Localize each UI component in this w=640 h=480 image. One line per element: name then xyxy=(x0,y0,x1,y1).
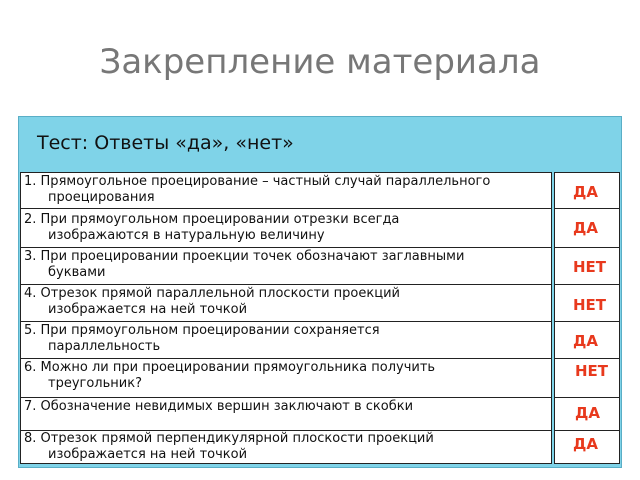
answer-label: НЕТ xyxy=(573,296,607,314)
question-row xyxy=(21,173,551,209)
question-text: 5. При прямоугольном проецировании сохраняется xyxy=(24,323,380,338)
answer-cell xyxy=(555,398,619,431)
question-text-continued: треугольник? xyxy=(48,376,142,391)
answer-cell xyxy=(555,173,619,209)
answers-column xyxy=(554,172,620,464)
question-text-continued: проецирования xyxy=(48,190,155,205)
question-row xyxy=(21,431,551,463)
answer-cell xyxy=(555,431,619,463)
question-text-continued: изображаются в натуральную величину xyxy=(48,228,325,243)
question-text: 7. Обозначение невидимых вершин заключают в скобки xyxy=(24,399,414,414)
answer-cell xyxy=(555,285,619,322)
question-row xyxy=(21,248,551,285)
question-row xyxy=(21,209,551,248)
question-text: 3. При проецировании проекции точек обозначают заглавными xyxy=(24,249,465,264)
answer-label: НЕТ xyxy=(573,258,607,276)
question-row xyxy=(21,322,551,359)
question-text: 4. Отрезок прямой параллельной плоскости проекций xyxy=(24,286,400,301)
question-row xyxy=(21,359,551,398)
answer-cell xyxy=(555,359,619,398)
questions-table xyxy=(20,172,552,464)
answer-label: ДА xyxy=(573,435,598,453)
slide-title: Закрепление материала xyxy=(99,42,541,82)
question-text-continued: буквами xyxy=(48,265,106,280)
question-row xyxy=(21,398,551,431)
answer-label: ДА xyxy=(573,219,598,237)
question-text: 8. Отрезок прямой перпендикулярной плоскости проекций xyxy=(24,431,434,446)
question-text-continued: параллельность xyxy=(48,339,161,354)
answer-label: НЕТ xyxy=(575,362,609,380)
answer-label: ДА xyxy=(573,183,598,201)
test-title: Тест: Ответы «да», «нет» xyxy=(37,132,294,154)
answer-cell xyxy=(555,248,619,285)
question-text: 1. Прямоугольное проецирование – частный случай параллельного xyxy=(24,174,491,189)
answer-cell xyxy=(555,209,619,248)
answer-label: ДА xyxy=(575,404,600,422)
question-text-continued: изображается на ней точкой xyxy=(48,302,248,317)
answer-cell xyxy=(555,322,619,359)
question-row xyxy=(21,285,551,322)
question-text: 6. Можно ли при проецировании прямоугольника получить xyxy=(24,360,436,375)
question-text: 2. При прямоугольном проецировании отрезки всегда xyxy=(24,212,400,227)
question-text-continued: изображается на ней точкой xyxy=(48,447,248,462)
answer-label: ДА xyxy=(573,332,598,350)
